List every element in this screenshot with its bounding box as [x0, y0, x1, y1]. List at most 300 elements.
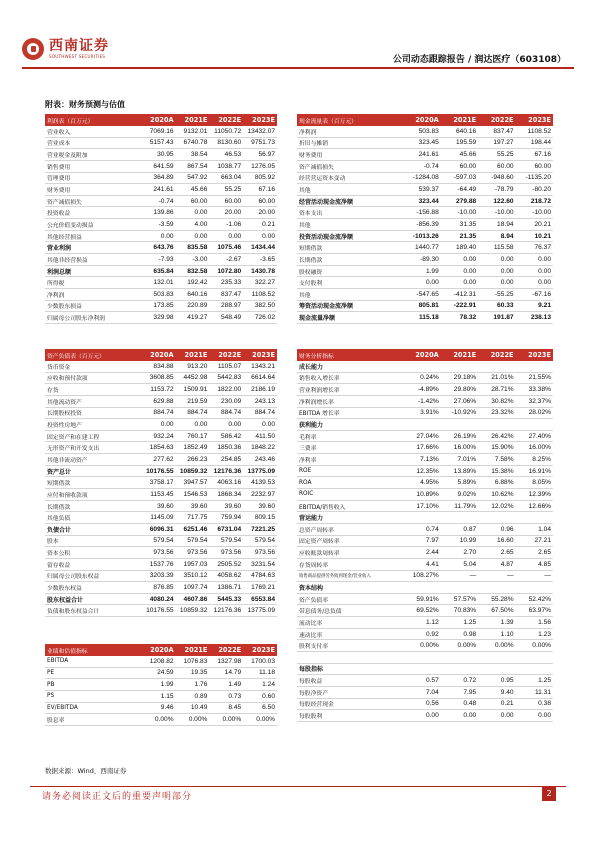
cell-value: 913.20: [176, 361, 210, 372]
cell-value: 12176.36: [209, 605, 243, 617]
row-label: 长期股权投资: [45, 407, 142, 419]
cell-value: 39.60: [243, 500, 277, 512]
cell-value: 3510.12: [176, 570, 210, 582]
table-row: [297, 126, 553, 137]
table-row: [297, 361, 553, 372]
cell-value: [403, 663, 440, 675]
cell-value: 973.56: [209, 547, 243, 559]
cell-value: 6731.04: [209, 523, 243, 535]
row-label: 固定资产和在建工程: [45, 430, 142, 442]
table-title: 业绩和估值指标: [45, 644, 142, 656]
cell-value: 10176.55: [142, 605, 176, 617]
row-label: 长期借款: [297, 254, 403, 266]
row-label: 每股股利: [297, 710, 403, 722]
table-row: [45, 230, 277, 242]
cell-value: 30.82%: [478, 395, 515, 407]
cell-value: 10.62%: [478, 489, 515, 501]
column-header: 2023E: [243, 644, 277, 656]
cell-value: 46.53: [209, 149, 243, 161]
cell-value: 15.90%: [478, 442, 515, 454]
cell-value: 20.21: [516, 219, 553, 231]
row-label: 净利润: [297, 126, 403, 137]
row-label: 财务费用: [45, 184, 142, 196]
cell-value: 5442.83: [209, 372, 243, 384]
cell-value: 60.00: [441, 160, 478, 172]
income-statement-table: [45, 114, 277, 324]
table-row: [297, 628, 553, 640]
row-label: 销售收入增长率: [297, 372, 403, 384]
cell-value: 55.25: [209, 184, 243, 196]
table-title: 资产负债表（百万元）: [45, 349, 142, 361]
cell-value: [441, 361, 478, 372]
row-label: 营业利润: [45, 242, 142, 254]
cell-value: 0.00%: [142, 714, 176, 726]
logo-english-name: SOUTHWEST SECURITIES: [49, 54, 106, 59]
cell-value: 3608.85: [142, 372, 176, 384]
cell-value: 1145.09: [142, 512, 176, 524]
row-label: 少数股东损益: [45, 300, 142, 312]
cell-value: 4058.62: [209, 570, 243, 582]
row-label: 营业利润增长率: [297, 384, 403, 396]
table-row: [297, 195, 553, 207]
table-row: [45, 160, 277, 172]
cell-value: 0.98: [441, 628, 478, 640]
row-label: EBITDA/销售收入: [297, 500, 403, 512]
cell-value: 867.54: [176, 160, 210, 172]
column-header: 2021E: [441, 114, 478, 126]
cell-value: 5.89%: [441, 477, 478, 489]
cell-value: 1.49: [209, 679, 243, 691]
table-row: [297, 230, 553, 242]
table-row: [45, 372, 277, 384]
cell-value: 241.61: [403, 149, 440, 161]
cell-value: 1.12: [403, 617, 440, 629]
cell-value: 0.00: [441, 710, 478, 722]
row-label: EV/EBITDA: [45, 702, 142, 714]
column-header: 2023E: [516, 349, 553, 361]
cell-value: 539.37: [403, 184, 440, 196]
table-row: [297, 652, 553, 664]
table-row: [45, 300, 277, 312]
section-title: 附表：财务预测与估值: [45, 100, 125, 109]
cell-value: 0.74: [403, 523, 440, 535]
cell-value: 12.39%: [516, 489, 553, 501]
cell-value: 0.00: [209, 419, 243, 431]
cell-value: 235.33: [209, 277, 243, 289]
row-label: 净利率: [297, 454, 403, 466]
cell-value: 32.37%: [516, 395, 553, 407]
cell-value: 19.35: [176, 667, 210, 679]
row-label: 获利能力: [297, 419, 403, 431]
cell-value: 39.60: [209, 500, 243, 512]
cell-value: 241.61: [142, 184, 176, 196]
table-row: [297, 512, 553, 524]
table-row: [45, 558, 277, 570]
row-label: 负债合计: [45, 523, 142, 535]
cell-value: 30.95: [142, 149, 176, 161]
cell-value: [403, 512, 440, 524]
table-row: [297, 265, 553, 277]
cell-value: 11050.72: [209, 126, 243, 137]
row-label: 应付和预收款项: [45, 489, 142, 501]
cell-value: 31.35: [441, 219, 478, 231]
row-label: [297, 652, 403, 664]
cell-value: 876.85: [142, 582, 176, 594]
cell-value: 17.10%: [403, 500, 440, 512]
footer-divider: [30, 786, 566, 787]
cell-value: 5445.33: [209, 593, 243, 605]
cell-value: 503.83: [403, 126, 440, 137]
cell-value: 10.21: [516, 230, 553, 242]
table-row: [45, 395, 277, 407]
cell-value: 0.00: [516, 710, 553, 722]
row-label: 每股指标: [297, 663, 403, 675]
cell-value: —: [478, 570, 515, 582]
cell-value: 643.76: [142, 242, 176, 254]
cell-value: 10.99: [441, 535, 478, 547]
cell-value: 1.99: [403, 265, 440, 277]
table-row: [45, 149, 277, 161]
cell-value: 10859.32: [176, 465, 210, 477]
cell-value: 0.00%: [243, 714, 277, 726]
column-header: 2020A: [142, 349, 176, 361]
column-header: 2022E: [209, 114, 243, 126]
cell-value: 0.00: [516, 254, 553, 266]
cell-value: 20.00: [243, 207, 277, 219]
row-label: 应收和预付款项: [45, 372, 142, 384]
row-label: EBITDA 增长率: [297, 407, 403, 419]
cell-value: 837.47: [209, 288, 243, 300]
cell-value: -1.42%: [403, 395, 440, 407]
cell-value: 12.66%: [516, 500, 553, 512]
table-row: [297, 663, 553, 675]
table-row: [297, 277, 553, 289]
cell-value: [478, 652, 515, 664]
table-row: [45, 172, 277, 184]
cell-value: 0.24%: [403, 372, 440, 384]
row-label: 少数股东权益: [45, 582, 142, 594]
cell-value: 640.16: [441, 126, 478, 137]
cell-value: -3.59: [142, 219, 176, 231]
financial-ratios-table: [297, 349, 553, 722]
table-row: [45, 195, 277, 207]
cell-value: 56.97: [243, 149, 277, 161]
row-label: 营业收入: [45, 126, 142, 137]
table-row: [45, 582, 277, 594]
cell-value: 0.60: [243, 690, 277, 702]
cell-value: 20.00: [209, 207, 243, 219]
row-label: 每股经营现金: [297, 698, 403, 710]
row-label: 资产负债率: [297, 593, 403, 605]
cell-value: 6553.84: [243, 593, 277, 605]
cell-value: 13432.07: [243, 126, 277, 137]
cell-value: 419.27: [176, 312, 210, 324]
cell-value: 12176.36: [209, 465, 243, 477]
row-label: 应收账款周转率: [297, 547, 403, 559]
cell-value: 9751.73: [243, 137, 277, 149]
cell-value: 60.00: [243, 195, 277, 207]
valuation-table: [45, 644, 277, 726]
cell-value: 1105.07: [209, 361, 243, 372]
column-header: 2023E: [243, 114, 277, 126]
cell-value: 834.88: [142, 361, 176, 372]
cell-value: 16.00%: [441, 442, 478, 454]
cell-value: 76.37: [516, 242, 553, 254]
cell-value: -856.39: [403, 219, 440, 231]
table-row: [45, 242, 277, 254]
logo-icon: [22, 38, 44, 60]
table-row: [45, 361, 277, 372]
row-label: 每股净资产: [297, 686, 403, 698]
cell-value: 411.50: [243, 430, 277, 442]
cell-value: 67.50%: [478, 605, 515, 617]
table-row: [297, 288, 553, 300]
cell-value: 760.17: [176, 430, 210, 442]
cell-value: 1072.80: [209, 265, 243, 277]
cell-value: 279.88: [441, 195, 478, 207]
cell-value: 1208.82: [142, 656, 176, 667]
cell-value: 191.87: [478, 312, 515, 324]
balance-sheet-table: [45, 349, 277, 617]
cell-value: 7.95: [441, 686, 478, 698]
cell-value: 837.47: [478, 126, 515, 137]
row-label: 归属母公司股东权益: [45, 570, 142, 582]
cell-value: 884.74: [243, 407, 277, 419]
cell-value: 115.18: [403, 312, 440, 324]
cell-value: 641.59: [142, 160, 176, 172]
cell-value: 1.39: [478, 617, 515, 629]
row-label: 股权融资: [297, 265, 403, 277]
cell-value: 579.54: [142, 535, 176, 547]
row-label: 经营活动现金流净额: [297, 195, 403, 207]
cell-value: 973.56: [142, 547, 176, 559]
cell-value: 60.00: [209, 195, 243, 207]
row-label: 流动比率: [297, 617, 403, 629]
cell-value: 0.00: [403, 710, 440, 722]
row-label: 折旧与摊销: [297, 137, 403, 149]
cell-value: 884.74: [176, 407, 210, 419]
cell-value: 60.33: [478, 300, 515, 312]
cell-value: -64.49: [441, 184, 478, 196]
cell-value: [516, 582, 553, 594]
cell-value: 1850.36: [209, 442, 243, 454]
header-divider: [22, 67, 574, 69]
table-row: [45, 384, 277, 396]
table-row: [297, 605, 553, 617]
cell-value: 10176.55: [142, 465, 176, 477]
cell-value: 12.02%: [478, 500, 515, 512]
cell-value: 0.87: [441, 523, 478, 535]
row-label: 货币资金: [45, 361, 142, 372]
table-title: 现金流量表（百万元）: [297, 114, 403, 126]
data-source-note: 数据来源：Wind，西南证券: [45, 767, 127, 775]
cell-value: 2186.19: [243, 384, 277, 396]
cell-value: 26.19%: [441, 430, 478, 442]
table-row: [45, 126, 277, 137]
cell-value: 0.72: [441, 675, 478, 687]
cell-value: 0.00: [243, 419, 277, 431]
row-label: 速动比率: [297, 628, 403, 640]
cell-value: 0.73: [209, 690, 243, 702]
table-row: [297, 395, 553, 407]
table-row: [297, 535, 553, 547]
column-header: 2023E: [243, 349, 277, 361]
cell-value: 0.00: [478, 265, 515, 277]
table-row: [45, 442, 277, 454]
cell-value: 835.58: [176, 242, 210, 254]
cell-value: 60.00: [176, 195, 210, 207]
cell-value: 1822.00: [209, 384, 243, 396]
cell-value: 2232.97: [243, 489, 277, 501]
table-row: [45, 312, 277, 324]
table-row: [45, 407, 277, 419]
row-label: 留存收益: [45, 558, 142, 570]
cell-value: 1.23: [516, 628, 553, 640]
row-label: 销售费用: [45, 160, 142, 172]
cell-value: 0.00: [516, 277, 553, 289]
row-label: 存货: [45, 384, 142, 396]
column-header: 2020A: [142, 644, 176, 656]
row-label: 筹资活动现金流净额: [297, 300, 403, 312]
cell-value: 243.46: [243, 454, 277, 466]
row-label: 其他经营损益: [45, 230, 142, 242]
row-label: 股利支付率: [297, 640, 403, 652]
column-header: 2022E: [209, 349, 243, 361]
cell-value: 132.01: [142, 277, 176, 289]
cell-value: 579.54: [176, 535, 210, 547]
row-label: 其他负债: [45, 512, 142, 524]
table-row: [297, 372, 553, 384]
cell-value: 805.81: [403, 300, 440, 312]
cell-value: 0.21: [243, 219, 277, 231]
cell-value: -222.91: [441, 300, 478, 312]
column-header: 2022E: [478, 114, 515, 126]
cell-value: -55.25: [478, 288, 515, 300]
cell-value: 1097.74: [176, 582, 210, 594]
cell-value: 55.25: [478, 149, 515, 161]
table-header-row: [45, 349, 277, 361]
row-label: 总资产周转率: [297, 523, 403, 535]
row-label: 固定资产周转率: [297, 535, 403, 547]
table-title: 财务分析指标: [297, 349, 403, 361]
table-row: [297, 570, 553, 582]
cell-value: 26.42%: [478, 430, 515, 442]
row-label: 营业税金及附加: [45, 149, 142, 161]
table-row: [297, 207, 553, 219]
cell-value: 4080.24: [142, 593, 176, 605]
cell-value: 726.02: [243, 312, 277, 324]
cell-value: 6.50: [243, 702, 277, 714]
cell-value: [441, 663, 478, 675]
table-row: [297, 184, 553, 196]
table-header-row: [45, 644, 277, 656]
cell-value: 1108.52: [516, 126, 553, 137]
cell-value: 3758.17: [142, 477, 176, 489]
table-row: [45, 667, 277, 679]
table-row: [297, 582, 553, 594]
cell-value: 0.96: [478, 523, 515, 535]
cell-value: 0.00: [441, 277, 478, 289]
cell-value: 4.85: [516, 558, 553, 570]
table-row: [297, 477, 553, 489]
cell-value: 9.02%: [441, 489, 478, 501]
cell-value: 0.00: [176, 419, 210, 431]
cell-value: 254.85: [209, 454, 243, 466]
cell-value: -2.67: [209, 254, 243, 266]
cell-value: -1284.08: [403, 172, 440, 184]
cell-value: —: [441, 570, 478, 582]
cell-value: 1769.21: [243, 582, 277, 594]
table-row: [297, 500, 553, 512]
cell-value: 4452.98: [176, 372, 210, 384]
cell-value: 547.92: [176, 172, 210, 184]
cell-value: 108.27%: [403, 570, 440, 582]
cell-value: 9.40: [478, 686, 515, 698]
table-row: [45, 523, 277, 535]
table-row: [297, 407, 553, 419]
cell-value: [516, 652, 553, 664]
row-label: 资产减值损失: [297, 160, 403, 172]
row-label: 资本支出: [297, 207, 403, 219]
cell-value: -948.60: [478, 172, 515, 184]
row-label: 股东权益合计: [45, 593, 142, 605]
cell-value: [403, 652, 440, 664]
table-row: [45, 702, 277, 714]
cell-value: -1135.20: [516, 172, 553, 184]
table-row: [45, 430, 277, 442]
cell-value: 1.15: [142, 690, 176, 702]
cell-value: 52.42%: [516, 593, 553, 605]
cell-value: 0.56: [403, 698, 440, 710]
table-row: [297, 698, 553, 710]
cell-value: 1546.53: [176, 489, 210, 501]
cell-value: 1848.22: [243, 442, 277, 454]
cell-value: 192.42: [176, 277, 210, 289]
cell-value: [403, 582, 440, 594]
row-label: 利润总额: [45, 265, 142, 277]
cell-value: 3203.39: [142, 570, 176, 582]
cell-value: 0.95: [478, 675, 515, 687]
cell-value: 218.72: [516, 195, 553, 207]
cell-value: 973.56: [243, 547, 277, 559]
cell-value: 6740.78: [176, 137, 210, 149]
table-row: [45, 219, 277, 231]
row-label: ROA: [297, 477, 403, 489]
cell-value: 1.99: [142, 679, 176, 691]
cell-value: 198.44: [516, 137, 553, 149]
cell-value: 1075.46: [209, 242, 243, 254]
cell-value: -156.88: [403, 207, 440, 219]
cell-value: 11.31: [516, 686, 553, 698]
table-row: [45, 277, 277, 289]
cell-value: 38.54: [176, 149, 210, 161]
cell-value: 0.57: [403, 675, 440, 687]
cell-value: 1700.03: [243, 656, 277, 667]
row-label: EBITDA: [45, 656, 142, 667]
table-row: [297, 547, 553, 559]
cell-value: 3231.54: [243, 558, 277, 570]
cell-value: 0.00%: [478, 640, 515, 652]
cell-value: 0.00: [441, 254, 478, 266]
row-label: 管理费用: [45, 172, 142, 184]
cell-value: [516, 663, 553, 675]
cell-value: 45.66: [441, 149, 478, 161]
cell-value: 1434.44: [243, 242, 277, 254]
cell-value: 1343.21: [243, 361, 277, 372]
cell-value: 4063.16: [209, 477, 243, 489]
table-row: [45, 535, 277, 547]
cell-value: 6614.64: [243, 372, 277, 384]
